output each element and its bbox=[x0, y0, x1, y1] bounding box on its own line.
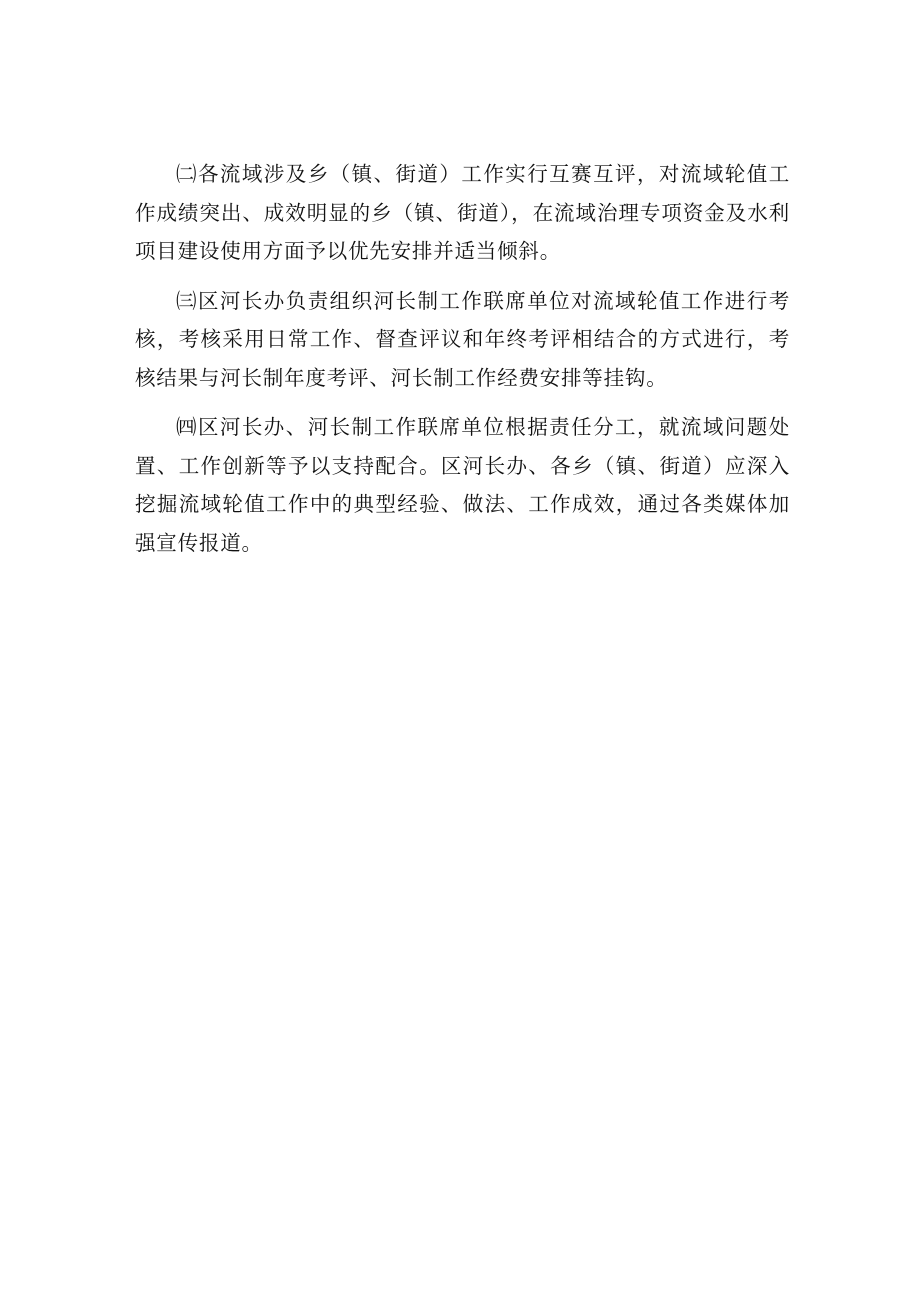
paragraph-2: ㈡各流域涉及乡（镇、街道）工作实行互赛互评，对流域轮值工作成绩突出、成效明显的乡（镇、街道），在流域治理专项资金及水利项目建设使用方面予以优先安排并适当倾斜。 bbox=[135, 162, 790, 263]
document-body bbox=[135, 155, 790, 562]
paragraph-3: ㈢区河长办负责组织河长制工作联席单位对流域轮值工作进行考核，考核采用日常工作、督查评议和年终考评相结合的方式进行，考核结果与河长制年度考评、河长制工作经费安排等挂钩。 bbox=[135, 288, 790, 390]
paragraph-4: ㈣区河长办、河长制工作联席单位根据责任分工，就流域问题处置、工作创新等予以支持配合。区河长办、各乡（镇、街道）应深入挖掘流域轮值工作中的典型经验、做法、工作成效，通过各类媒体加强宣传报道。 bbox=[135, 415, 790, 555]
